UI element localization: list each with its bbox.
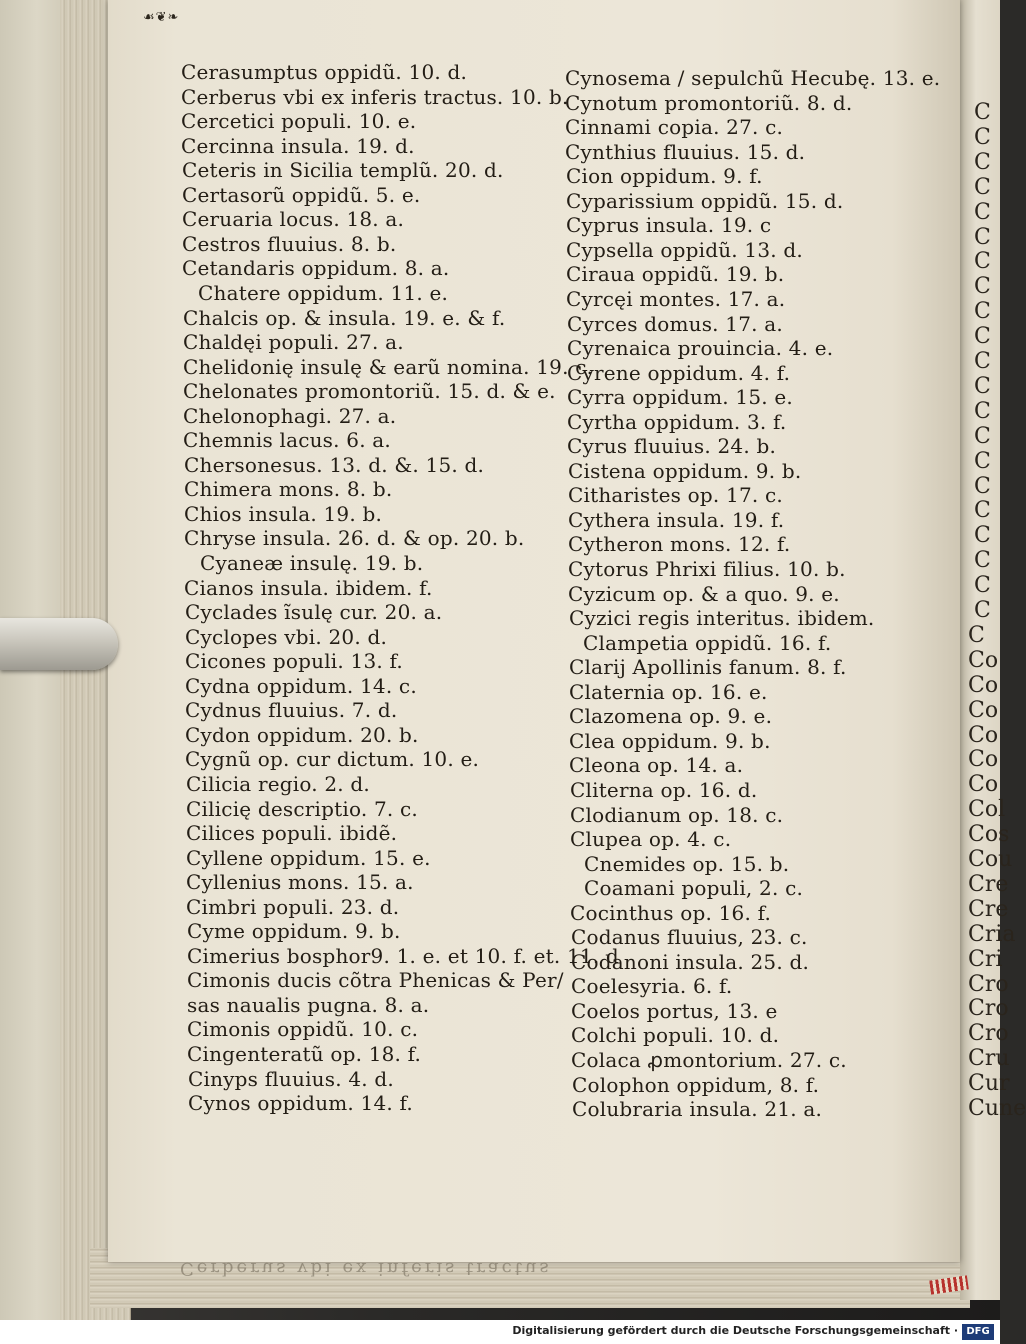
facing-page-text: C — [974, 249, 991, 275]
facing-page-text: C — [974, 573, 991, 599]
index-entry-right: Colaca ꝓmontorium. 27. c. — [571, 1048, 847, 1072]
facing-page-text: C — [974, 473, 991, 499]
index-entry-right: Cynthius fluuius. 15. d. — [565, 139, 806, 164]
facing-page-text: C — [974, 124, 991, 150]
index-entry-left: Chios insula. 19. b. — [184, 501, 383, 526]
index-entry-left: Cyllene oppidum. 15. e. — [186, 845, 431, 870]
dfg-logo[interactable]: DFG — [962, 1324, 994, 1340]
index-entry-left: Cilicię descriptio. 7. c. — [186, 796, 418, 821]
facing-page-text: Cria — [968, 921, 1016, 947]
index-entry-right: Claternia op. 16. e. — [569, 679, 768, 704]
index-entry-right: Clodianum op. 18. c. — [570, 802, 784, 827]
page-clip — [0, 618, 118, 670]
facing-page-text: C — [974, 100, 991, 125]
facing-page-text: Cur — [968, 1071, 1010, 1097]
facing-page-text: C — [974, 174, 991, 200]
index-entry-left: Chalcis op. & insula. 19. e. & f. — [183, 305, 506, 330]
index-entry-right: Cytorus Phrixi filius. 10. b. — [568, 557, 846, 581]
index-entry-left: Cilicia regio. 2. d. — [186, 771, 370, 796]
index-entry-right: Colophon oppidum, 8. f. — [572, 1072, 820, 1097]
index-entry-right: Cytheron mons. 12. f. — [568, 532, 791, 557]
index-entry-left: Cynos oppidum. 14. f. — [188, 1091, 413, 1116]
index-entry-right: Ciraua oppidũ. 19. b. — [566, 262, 785, 287]
facing-page-text: C — [974, 448, 991, 474]
facing-page-text: Cre — [968, 896, 1009, 922]
index-entry-right: Cythera insula. 19. f. — [568, 507, 785, 532]
facing-page-text: C — [974, 199, 991, 225]
facing-page-text: Col — [968, 797, 1006, 823]
index-entry-left: Cyclades ĩsulę cur. 20. a. — [185, 600, 443, 625]
facing-page-text: Cos — [968, 822, 1010, 848]
index-entry-left: Cimonis oppidũ. 10. c. — [187, 1017, 419, 1042]
index-entry-left: Cicones populi. 13. f. — [185, 649, 403, 674]
index-entry-left: Cianos insula. ibidem. f. — [184, 575, 433, 600]
index-entry-left: sas naualis pugna. 8. a. — [187, 992, 430, 1017]
index-entry-left: Cetandaris oppidum. 8. a. — [182, 256, 450, 281]
facing-page-text: Co — [968, 747, 999, 773]
facing-page-text: Cro — [968, 1021, 1009, 1047]
facing-page-text: C — [974, 498, 991, 524]
facing-page-text: C — [974, 423, 991, 449]
facing-page-text: C — [968, 622, 985, 648]
index-entry-right: Cyrces domus. 17. a. — [567, 311, 783, 336]
facing-page-text: Co — [968, 697, 999, 723]
facing-page-text: C — [974, 349, 991, 374]
index-entry-left: Cinyps fluuius. 4. d. — [188, 1066, 394, 1091]
index-entry-right: Cinnami copia. 27. c. — [565, 115, 784, 140]
index-entry-left: Chatere oppidum. 11. e. — [198, 280, 449, 305]
index-entry-left: Ceteris in Sicilia templũ. 20. d. — [182, 158, 504, 183]
index-entry-right: Cypsella oppidũ. 13. d. — [566, 237, 803, 262]
index-entry-left: Cerberus vbi ex inferis tractus. 10. b. — [181, 84, 569, 109]
index-entry-left: Cestros fluuius. 8. b. — [182, 231, 397, 256]
index-entry-left: Cyclopes vbi. 20. d. — [185, 624, 388, 649]
facing-page-text: C — [974, 149, 991, 175]
facing-page-text: C — [974, 598, 991, 623]
index-entry-left: Chaldęi populi. 27. a. — [183, 330, 404, 355]
facing-page-text: C — [974, 274, 991, 300]
index-entry-left: Cimonis ducis cõtra Phenicas & Per/ — [187, 968, 564, 993]
index-entry-right: Clazomena op. 9. e. — [569, 704, 773, 729]
facing-page-text: C — [974, 523, 991, 549]
index-entry-left: Chelonophagi. 27. a. — [183, 403, 397, 428]
index-entry-right: Clea oppidum. 9. b. — [569, 728, 771, 753]
facing-page-text: Co — [968, 672, 999, 698]
index-entry-right: Cnemides op. 15. b. — [584, 851, 790, 876]
index-entry-right: Coelos portus, 13. e — [571, 998, 778, 1023]
facing-page-text: C — [974, 224, 991, 250]
facing-page-text: Cro — [968, 996, 1009, 1022]
index-entry-left: Cilices populi. ibidẽ. — [186, 821, 398, 846]
index-entry-right: Clupea op. 4. c. — [570, 827, 732, 852]
index-entry-right: Cynosema / sepulchũ Hecubę. 13. e. — [565, 66, 941, 90]
index-entry-right: Cyzici regis interitus. ibidem. — [569, 606, 875, 631]
facing-page-text: Cou — [968, 847, 1013, 872]
facing-page-text: Co — [968, 647, 999, 673]
index-entry-left: Cydon oppidum. 20. b. — [185, 722, 419, 747]
facing-page-text: C — [974, 373, 991, 399]
index-entry-right: Cleona op. 14. a. — [569, 753, 744, 778]
index-entry-left: Certasorũ oppidũ. 5. e. — [182, 182, 421, 207]
index-entry-right: Clarij Apollinis fanum. 8. f. — [569, 655, 847, 680]
index-entry-right: Cyrtha oppidum. 3. f. — [567, 409, 787, 434]
facing-page — [960, 0, 1026, 1300]
facing-page-text: Cri — [968, 946, 1003, 972]
facing-page-text: Cune — [968, 1096, 1026, 1121]
index-entry-right: Cyprus insula. 19. c — [566, 213, 772, 238]
facing-page-text: C — [974, 299, 991, 325]
index-entry-left: Cingenteratũ op. 18. f. — [187, 1042, 422, 1066]
index-entry-right: Cocinthus op. 16. f. — [570, 900, 772, 925]
index-entry-right: Coamani populi, 2. c. — [584, 876, 804, 901]
index-entry-right: Cynotum promontoriũ. 8. d. — [565, 90, 853, 115]
index-entry-left: Cercetici populi. 10. e. — [181, 109, 417, 134]
index-entry-right: Cyrenaica prouincia. 4. e. — [567, 336, 834, 361]
facing-page-text: Co — [968, 722, 999, 748]
index-entry-left: Cyllenius mons. 15. a. — [186, 870, 414, 895]
index-entry-right: Cliterna op. 16. d. — [570, 777, 758, 802]
facing-page-text: C — [974, 398, 991, 424]
page-ornament: ☙❦❧ — [143, 10, 180, 25]
index-entry-right: Cyrene oppidum. 4. f. — [567, 360, 791, 385]
funding-notice: Digitalisierung gefördert durch die Deutsche Forschungsgemeinschaft · — [512, 1324, 958, 1337]
index-entry-left: Chryse insula. 26. d. & op. 20. b. — [184, 526, 525, 551]
facing-page-text: C — [974, 324, 991, 350]
index-entry-right: Cyzicum op. & a quo. 9. e. — [568, 581, 840, 606]
index-entry-right: Codanoni insula. 25. d. — [571, 949, 810, 974]
index-entry-right: Cyrcęi montes. 17. a. — [566, 286, 786, 311]
bleed-through-text: Cerberus vbi ex inferis tractus — [180, 1258, 552, 1279]
index-entry-left: Chelonates promontoriũ. 15. d. & e. — [183, 379, 556, 404]
index-entry-right: Cyrra oppidum. 15. e. — [567, 385, 793, 410]
index-entry-left: Cyme oppidum. 9. b. — [187, 919, 401, 944]
facing-page-text: Cre — [968, 871, 1009, 897]
index-entry-left: Cimbri populi. 23. d. — [186, 894, 400, 919]
index-entry-left: Cydnus fluuius. 7. d. — [185, 698, 398, 723]
index-entry-right: Codanus fluuius, 23. c. — [571, 925, 808, 950]
index-entry-right: Colubraria insula. 21. a. — [572, 1097, 823, 1122]
index-entry-left: Cydna oppidum. 14. c. — [185, 673, 417, 698]
index-entry-left: Chersonesus. 13. d. &. 15. d. — [184, 452, 485, 477]
index-entry-right: Cyrus fluuius. 24. b. — [567, 434, 777, 459]
index-entry-left: Cercinna insula. 19. d. — [181, 133, 415, 158]
footer-bar — [0, 1320, 1000, 1344]
index-entry-right: Citharistes op. 17. c. — [568, 483, 783, 508]
index-entry-right: Colchi populi. 10. d. — [571, 1023, 780, 1048]
facing-page-text: Cro — [968, 971, 1009, 997]
index-entry-right: Clampetia oppidũ. 16. f. — [583, 630, 832, 655]
facing-page-text: Co — [968, 772, 999, 798]
index-entry-left: Cerasumptus oppidũ. 10. d. — [181, 60, 468, 84]
index-entry-right: Cyparissium oppidũ. 15. d. — [566, 188, 844, 213]
index-entry-left: Chemnis lacus. 6. a. — [183, 428, 391, 453]
index-entry-right: Coelesyria. 6. f. — [571, 974, 733, 999]
facing-page-text: Cru — [968, 1046, 1010, 1072]
index-entry-left: Chimera mons. 8. b. — [184, 477, 393, 502]
index-entry-left: Cyaneæ insulę. 19. b. — [200, 551, 424, 575]
index-entry-left: Cygnũ op. cur dictum. 10. e. — [185, 747, 480, 772]
facing-page-text: C — [974, 548, 991, 574]
index-entry-left: Cimerius bosphor9. 1. e. et 10. f. et. 11. d — [187, 943, 619, 968]
index-entry-right: Cion oppidum. 9. f. — [566, 164, 763, 189]
index-entry-right: Cistena oppidum. 9. b. — [568, 458, 802, 483]
index-entry-left: Chelidonię insulę & earũ nomina. 19. c. — [183, 354, 594, 379]
index-entry-left: Ceruaria locus. 18. a. — [182, 207, 405, 232]
